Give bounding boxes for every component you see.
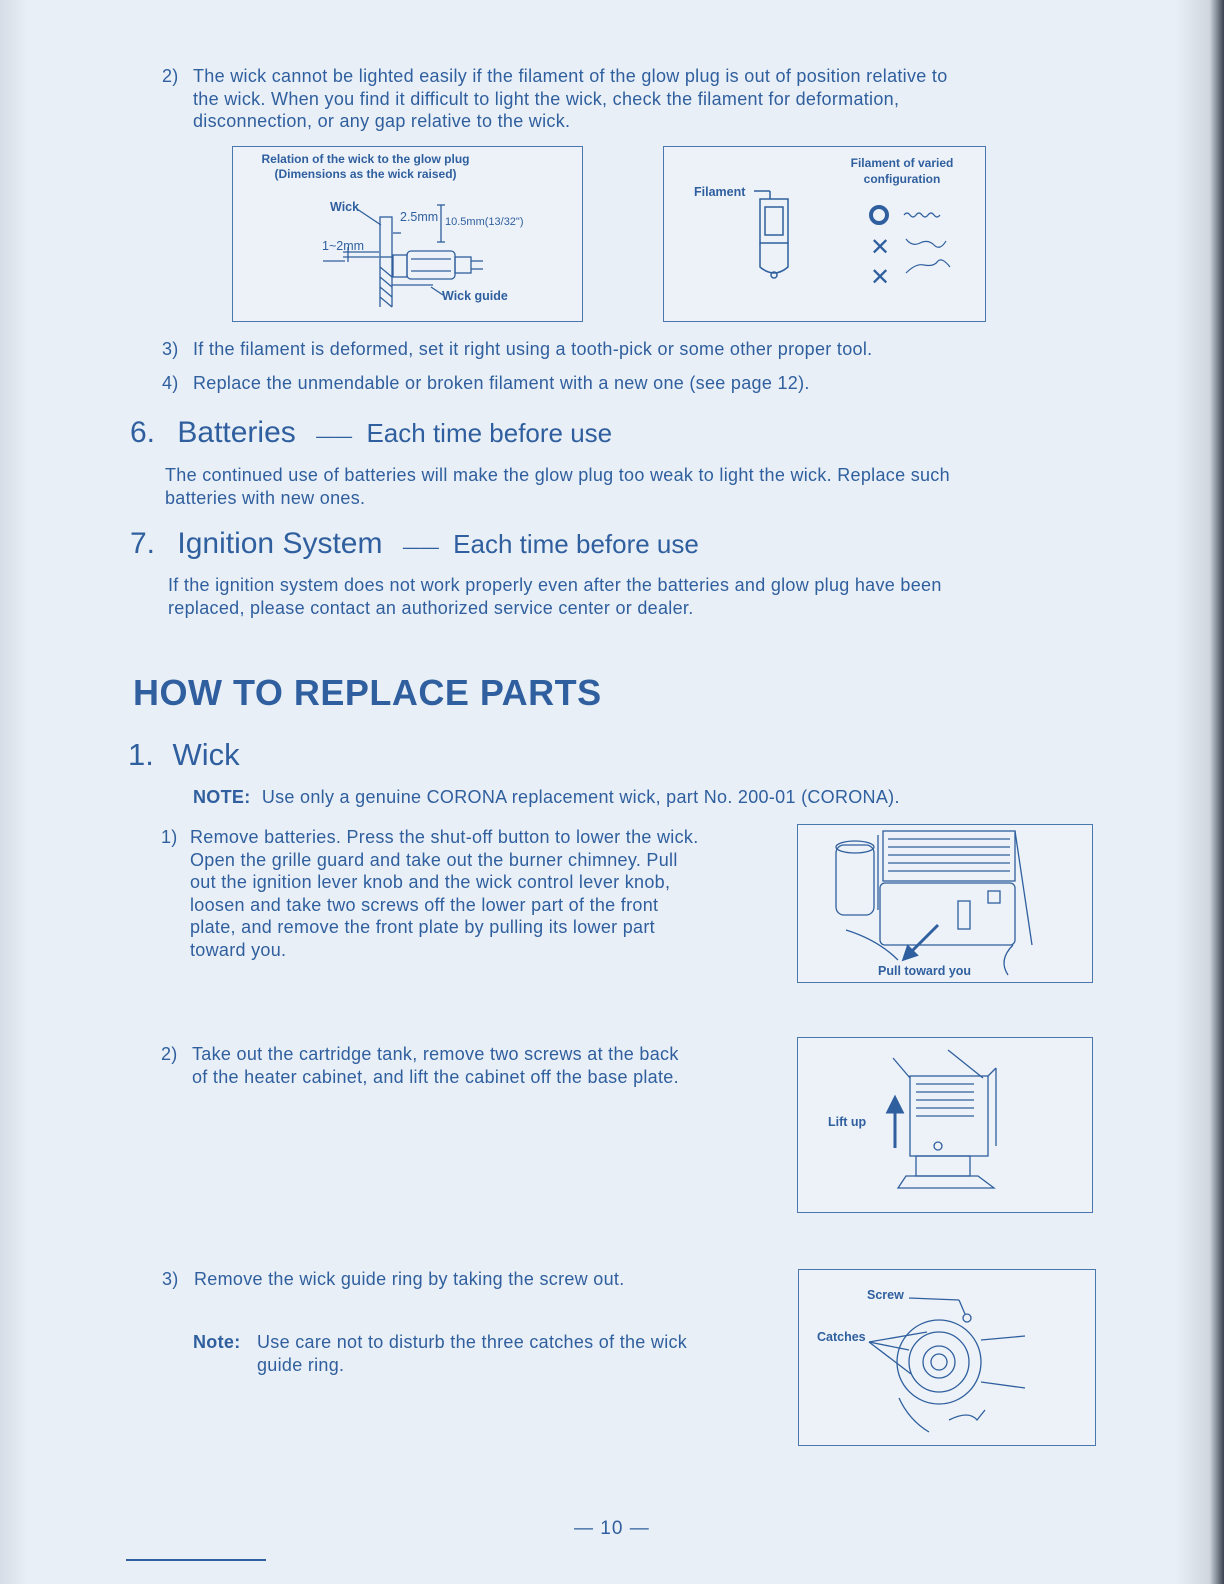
section-heading-wick — [128, 737, 240, 773]
filament-label: Filament — [694, 185, 746, 199]
screw-label: Screw — [867, 1288, 904, 1302]
section-heading-batteries — [130, 416, 612, 450]
step-number: 4) — [162, 373, 179, 393]
section-title: Ignition System — [177, 527, 383, 560]
section-subtitle: Each time before use — [453, 529, 699, 559]
page-right-edge — [1176, 0, 1224, 1584]
step-number: 3) — [162, 1269, 179, 1289]
figure-caption: Lift up — [828, 1115, 867, 1129]
section-subtitle: Each time before use — [366, 418, 613, 448]
guide-ring-drawing — [799, 1270, 1095, 1445]
step-text: If the filament is deformed, set it right using a tooth-pick or some other proper tool. — [193, 339, 873, 359]
paragraph-line: of the heater cabinet, and lift the cabinet off the base plate. — [192, 1066, 679, 1087]
paragraph-line: If the ignition system does not work properly even after the batteries and glow plug have been — [168, 575, 942, 595]
paragraph-line: replaced, please contact an authorized service center or dealer. — [168, 597, 694, 618]
step-text: Replace the unmendable or broken filament with a new one (see page 12). — [193, 373, 810, 393]
paragraph-line: Take out the cartridge tank, remove two screws at the back — [192, 1044, 679, 1064]
dimension-label: 1~2mm — [322, 239, 365, 253]
dash: —— — [402, 537, 439, 557]
catches-label: Catches — [817, 1330, 866, 1344]
figure-caption: Pull toward you — [878, 964, 972, 978]
paragraph-line: Remove batteries. Press the shut-off button to lower the wick. — [190, 827, 699, 847]
note-text: Use only a genuine CORONA replacement wick, part No. 200-01 (CORONA). — [261, 787, 900, 807]
figure-title: Relation of the wick to the glow plug — [261, 152, 470, 166]
section-heading-ignition — [130, 527, 699, 561]
step-number: 1) — [161, 827, 178, 847]
paragraph-line: The wick cannot be lighted easily if the filament of the glow plug is out of position relative to — [193, 66, 948, 86]
footer-rule — [126, 1559, 266, 1561]
paragraph-line: guide ring. — [257, 1354, 345, 1375]
dash: —— — [316, 426, 353, 446]
figure-subtitle: (Dimensions as the wick raised) — [274, 167, 457, 181]
dimension-label: 2.5mm — [400, 210, 439, 224]
wick-label: Wick — [330, 200, 360, 214]
paragraph-line: out the ignition lever knob and the wick control lever knob, — [190, 872, 671, 892]
remove-front-plate-figure — [797, 824, 1093, 983]
figure-subtitle: configuration — [863, 172, 941, 186]
lift-cabinet-figure — [797, 1037, 1093, 1213]
paragraph-line: The continued use of batteries will make the glow plug too weak to light the wick. Replace such — [165, 465, 950, 485]
step-number: 2) — [161, 1044, 178, 1064]
section-title: Wick — [172, 737, 240, 772]
figure-title: Filament of varied — [850, 156, 954, 170]
page-number: — 10 — — [574, 1518, 650, 1539]
paragraph-line: disconnection, or any gap relative to the wick. — [193, 111, 571, 131]
svg-text:✕: ✕ — [870, 233, 891, 261]
heater-drawing — [798, 825, 1092, 982]
paragraph-line: loosen and take two screws off the lower part of the front — [190, 894, 659, 915]
wick-note — [193, 786, 900, 809]
note-label: NOTE: — [193, 787, 251, 807]
paragraph-line: the wick. When you find it difficult to light the wick, check the filament for deformation, — [193, 88, 900, 109]
wick-guide-label: Wick guide — [442, 289, 508, 303]
paragraph-line: batteries with new ones. — [165, 487, 366, 508]
note-label: Note: — [193, 1332, 241, 1352]
step-number: 2) — [162, 66, 179, 86]
dimension-label: 10.5mm(13/32") — [445, 216, 524, 228]
wick-diagram-drawing — [233, 147, 582, 321]
page-left-edge — [0, 0, 28, 1584]
section-number: 7. — [130, 527, 156, 560]
paragraph-line: Use care not to disturb the three catches of the wick — [257, 1332, 688, 1352]
paragraph-line: toward you. — [190, 939, 287, 960]
paragraph-line: Open the grille guard and take out the burner chimney. Pull — [190, 849, 678, 870]
wick-guide-ring-figure — [798, 1269, 1096, 1446]
page-title: HOW TO REPLACE PARTS — [133, 672, 602, 713]
ignition-paragraph — [168, 574, 1088, 619]
section-title: Batteries — [177, 416, 296, 449]
step-number: 3) — [162, 339, 179, 359]
svg-text:✕: ✕ — [870, 263, 891, 291]
filament-figure — [663, 146, 986, 322]
filament-drawing — [664, 147, 985, 321]
cabinet-drawing — [798, 1038, 1092, 1212]
step-text: Remove the wick guide ring by taking the screw out. — [194, 1269, 625, 1289]
section-number: 6. — [130, 416, 156, 449]
batteries-paragraph — [165, 464, 1085, 509]
paragraph-line: plate, and remove the front plate by pulling its lower part — [190, 917, 655, 937]
wick-glow-plug-figure — [232, 146, 583, 322]
section-number: 1. — [128, 737, 154, 772]
